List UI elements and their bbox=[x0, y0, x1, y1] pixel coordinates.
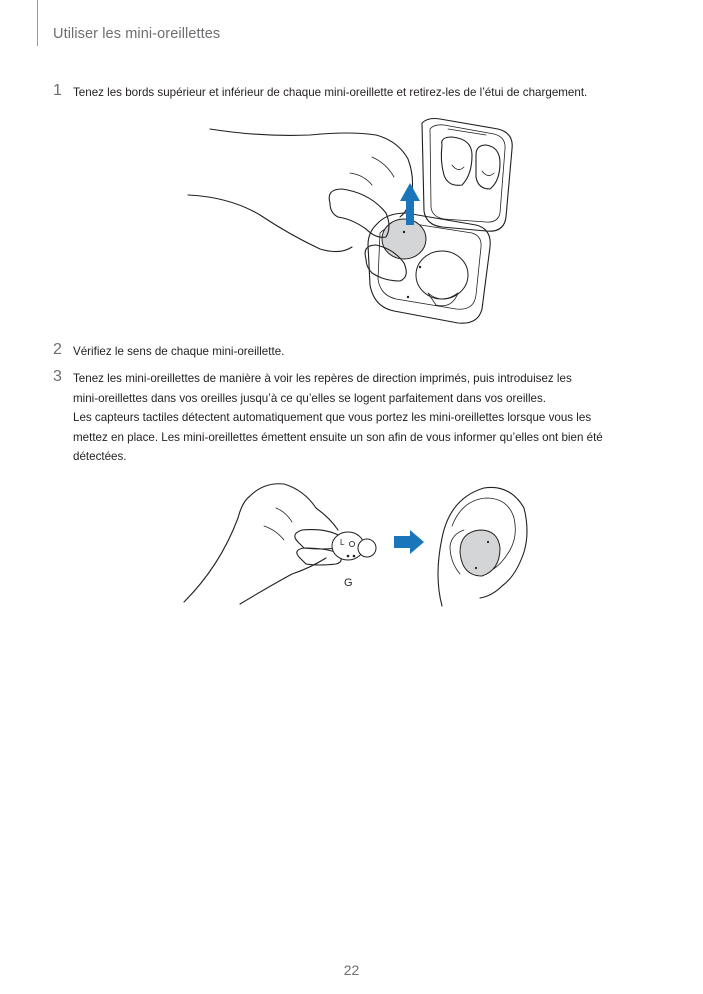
hand-outline bbox=[184, 484, 338, 602]
charging-contact bbox=[407, 296, 409, 298]
page-number: 22 bbox=[343, 962, 360, 978]
step-text-line: Les capteurs tactiles détectent automatiquement que vous portez les mini-oreillettes lorsque vous les bbox=[73, 411, 592, 424]
step-3 bbox=[53, 369, 653, 467]
step-text-line: Tenez les mini-oreillettes de manière à voir les repères de direction imprimés, puis introduisez les bbox=[73, 372, 572, 385]
direction-mark-label: L bbox=[340, 538, 345, 547]
earbud-sensor bbox=[487, 541, 489, 543]
earbud-sensor bbox=[403, 231, 405, 233]
step-text-line: mettez en place. Les mini-oreillettes émettent ensuite un son afin de vous informer qu’elles ont bien été bbox=[73, 430, 603, 444]
step-number: 2 bbox=[53, 341, 62, 358]
earbud-tip bbox=[358, 539, 376, 557]
finger-crease bbox=[350, 157, 394, 185]
step-1 bbox=[53, 83, 653, 103]
side-label: G bbox=[344, 577, 353, 589]
case-lid-cavity-left bbox=[441, 137, 472, 185]
charging-contact bbox=[347, 555, 350, 558]
charging-contact bbox=[419, 266, 421, 268]
header-rule bbox=[37, 0, 38, 46]
step-text-line: détectées. bbox=[73, 450, 127, 463]
charging-contact bbox=[475, 567, 477, 569]
step-number: 1 bbox=[53, 82, 62, 99]
step-2 bbox=[53, 342, 653, 362]
hand-outline bbox=[210, 129, 413, 217]
charging-contact bbox=[353, 555, 356, 558]
illustration-remove-earbud-from-case bbox=[180, 115, 520, 335]
thumb bbox=[329, 189, 389, 237]
step-text-line: mini-oreillettes dans vos oreilles jusqu’à ce qu’elles se logent parfaitement dans vos oreilles. bbox=[73, 391, 547, 405]
step-number: 3 bbox=[53, 368, 62, 385]
case-lid-cavity-right bbox=[476, 145, 500, 189]
direction-arrow-right-icon bbox=[394, 530, 424, 554]
hand-palm bbox=[188, 195, 352, 252]
earbud-in-case bbox=[416, 251, 468, 299]
step-text-line: Tenez les bords supérieur et inférieur de chaque mini-oreillette et retirez-les de l’étui de chargement. bbox=[73, 86, 588, 99]
section-title: Utiliser les mini-oreillettes bbox=[53, 26, 221, 42]
finger-crease bbox=[264, 508, 292, 540]
illustration-insert-earbud bbox=[180, 478, 530, 613]
case-lid-cavity-contour bbox=[452, 165, 494, 176]
step-text-line: Vérifiez le sens de chaque mini-oreillette. bbox=[73, 345, 285, 358]
case-lid-slot bbox=[448, 129, 486, 135]
